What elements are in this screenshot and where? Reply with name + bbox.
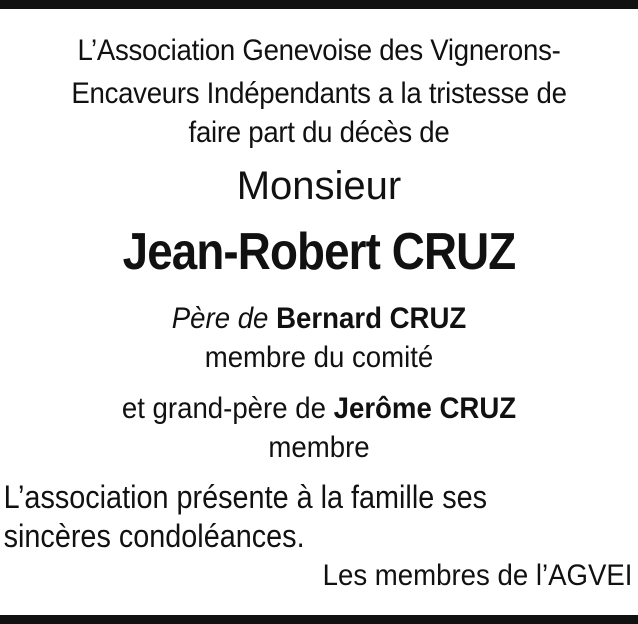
deceased-name: Jean-Robert CRUZ xyxy=(122,223,516,281)
relation-father-prefix: Père de xyxy=(171,302,269,335)
bottom-border-rule xyxy=(0,615,638,624)
intro-line-1: L’Association Genevoise des Vignerons- xyxy=(77,34,561,67)
honorific: Monsieur xyxy=(236,164,402,208)
condolence-line-2: sincères condoléances. xyxy=(3,518,305,554)
intro-line-3: faire part du décès de xyxy=(188,116,450,149)
relation-grandfather-prefix: et grand-père de xyxy=(121,392,326,425)
relation-grandfather-line xyxy=(26,394,613,424)
signature: Les membres de l’AGVEI xyxy=(322,559,633,592)
relation-father-role: membre du comité xyxy=(204,341,434,374)
condolence-line-1: L’association présente à la famille ses xyxy=(3,479,488,515)
intro-line-2: Encaveurs Indépendants a la tristesse de xyxy=(71,77,567,110)
relation-grandfather-role: membre xyxy=(268,431,370,464)
relation-father-line xyxy=(26,304,613,334)
relation-father-name: Bernard CRUZ xyxy=(276,302,467,335)
top-border-rule xyxy=(0,0,638,9)
relation-grandfather-name: Jerôme CRUZ xyxy=(333,392,517,425)
